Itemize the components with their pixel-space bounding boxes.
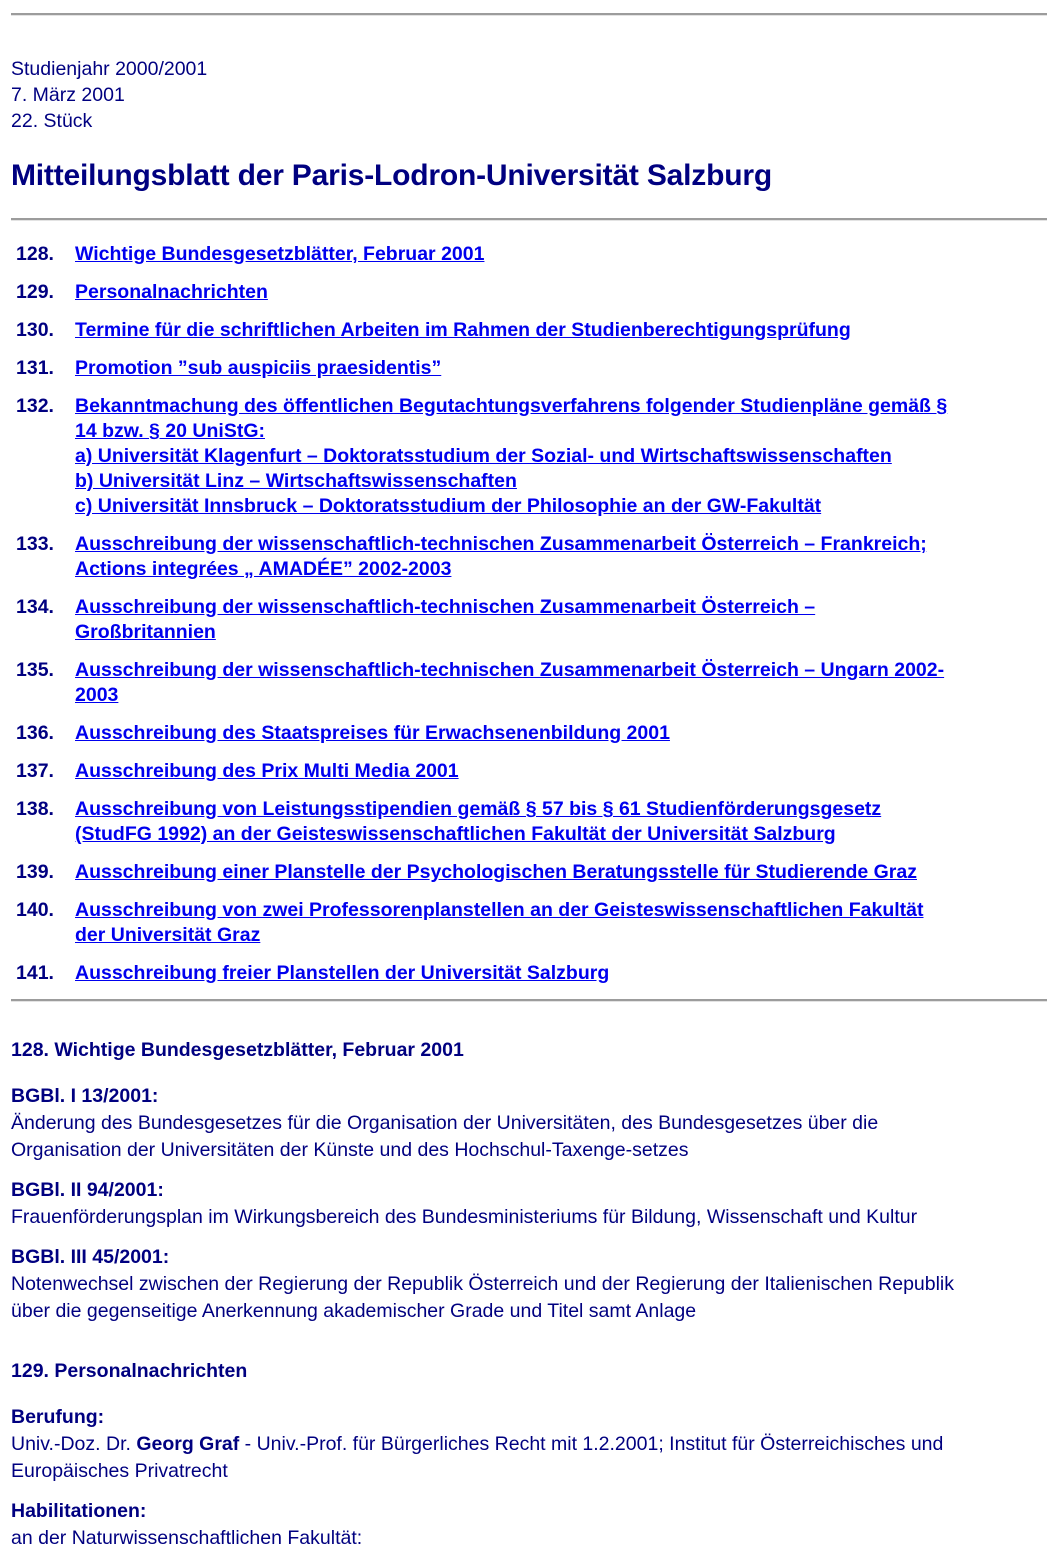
toc-item-number: 129. xyxy=(16,281,54,303)
toc-item xyxy=(11,242,1047,267)
body-line: Notenwechsel zwischen der Regierung der Republik Österreich und der Regierung der Italienischen Republik xyxy=(11,1273,955,1295)
toc-item-link[interactable]: Termine für die schriftlichen Arbeiten im Rahmen der Studienberechtigungsprüfung xyxy=(75,319,851,341)
person-name: Georg Graf xyxy=(136,1433,240,1455)
toc-item-link[interactable]: Bekanntmachung des öffentlichen Begutachtungsverfahrens folgender Studienpläne gemäß § 14 bzw. § 20 UniStG: a) Universität Klagenfurt – Doktoratsstudium der Sozial- und Wirtschaftswissenschaften b) Universität Linz – Wirtschaftswissenschaften c) Universität Innsbruck – Doktoratsstudium der Philosophie an der GW-Fakultät xyxy=(75,395,948,517)
toc-item-text xyxy=(75,356,1047,381)
text-block xyxy=(11,1404,1047,1485)
toc-item xyxy=(11,532,1047,582)
toc-item-text xyxy=(75,394,1047,519)
top-divider xyxy=(11,13,1047,16)
toc-item xyxy=(11,318,1047,343)
toc-item-link[interactable]: Ausschreibung der wissenschaftlich-technischen Zusammenarbeit Österreich – Frankreich; Actions integrées „ AMADÉE” 2002-2003 xyxy=(75,533,927,580)
toc-item-link[interactable]: Ausschreibung einer Planstelle der Psychologischen Beratungsstelle für Studierende Graz xyxy=(75,861,917,883)
issue-date: 7. März 2001 xyxy=(11,84,125,106)
toc-item-link[interactable]: Ausschreibung des Prix Multi Media 2001 xyxy=(75,760,459,782)
toc-item-text xyxy=(75,532,1047,582)
toc-item xyxy=(11,280,1047,305)
toc-item xyxy=(11,759,1047,784)
block-label: Habilitationen: xyxy=(11,1500,147,1522)
title-divider xyxy=(11,218,1047,221)
toc-item xyxy=(11,797,1047,847)
body-line: Europäisches Privatrecht xyxy=(11,1460,228,1482)
toc-item-text xyxy=(75,898,1047,948)
text-block xyxy=(11,1244,1047,1325)
toc-item-link[interactable]: Personalnachrichten xyxy=(75,281,268,303)
toc-item-text xyxy=(75,860,1047,885)
toc-item xyxy=(11,898,1047,948)
body-line: Frauenförderungsplan im Wirkungsbereich des Bundesministeriums für Bildung, Wissenschaft und Kultur xyxy=(11,1206,918,1228)
toc-item-number: 128. xyxy=(16,243,54,265)
toc-item xyxy=(11,356,1047,381)
page-title: Mitteilungsblatt der Paris-Lodron-Universität Salzburg xyxy=(11,159,772,192)
block-label: Berufung: xyxy=(11,1406,105,1428)
sections xyxy=(11,1038,1047,1552)
toc-item-number: 141. xyxy=(16,962,54,984)
body-line: Änderung des Bundesgesetzes für die Organisation der Universitäten, des Bundesgesetzes über die xyxy=(11,1112,879,1134)
study-year: Studienjahr 2000/2001 xyxy=(11,58,208,80)
toc-item xyxy=(11,595,1047,645)
toc-item-number: 139. xyxy=(16,861,54,883)
toc-list xyxy=(11,242,1047,986)
toc-item-text xyxy=(75,961,1047,986)
block-label: BGBl. III 45/2001: xyxy=(11,1246,170,1268)
block-label: BGBl. I 13/2001: xyxy=(11,1085,159,1107)
toc-item-text xyxy=(75,242,1047,267)
body-line xyxy=(11,1431,1047,1458)
section-heading: 128. Wichtige Bundesgesetzblätter, Februar 2001 xyxy=(11,1039,464,1061)
toc-item-text xyxy=(75,595,1047,645)
text-segment: Univ.-Doz. Dr. xyxy=(11,1433,137,1455)
toc-item-link[interactable]: Ausschreibung freier Planstellen der Universität Salzburg xyxy=(75,962,610,984)
toc-item-text xyxy=(75,759,1047,784)
text-block xyxy=(11,1498,1047,1552)
toc-item-link[interactable]: Ausschreibung der wissenschaftlich-technischen Zusammenarbeit Österreich – Ungarn 2002- 2003 xyxy=(75,659,945,706)
toc-item xyxy=(11,961,1047,986)
text-segment: - Univ.-Prof. für Bürgerliches Recht mit 1.2.2001; Institut für Österreichisches und xyxy=(239,1433,944,1455)
masthead xyxy=(11,56,1047,134)
toc-item-text xyxy=(75,658,1047,708)
toc-item xyxy=(11,860,1047,885)
toc-item-number: 140. xyxy=(16,899,54,921)
toc-divider xyxy=(11,999,1047,1002)
body-line: an der Naturwissenschaftlichen Fakultät: xyxy=(11,1527,363,1549)
body-line: Organisation der Universitäten der Künste und des Hochschul-Taxenge-setzes xyxy=(11,1139,689,1161)
toc-item-number: 138. xyxy=(16,798,54,820)
section-129 xyxy=(11,1359,1047,1552)
toc-item-link[interactable]: Ausschreibung des Staatspreises für Erwachsenenbildung 2001 xyxy=(75,722,670,744)
toc-item xyxy=(11,721,1047,746)
toc-item-text xyxy=(75,721,1047,746)
toc-item-number: 130. xyxy=(16,319,54,341)
toc-item-link[interactable]: Ausschreibung der wissenschaftlich-technischen Zusammenarbeit Österreich – Großbritannien xyxy=(75,596,816,643)
toc-item-number: 131. xyxy=(16,357,54,379)
toc-item-number: 133. xyxy=(16,533,54,555)
body-line: über die gegenseitige Anerkennung akademischer Grade und Titel samt Anlage xyxy=(11,1300,697,1322)
toc-item xyxy=(11,658,1047,708)
block-label: BGBl. II 94/2001: xyxy=(11,1179,164,1201)
toc-item-number: 135. xyxy=(16,659,54,681)
toc-item-number: 137. xyxy=(16,760,54,782)
toc-item-link[interactable]: Promotion ”sub auspiciis praesidentis” xyxy=(75,357,442,379)
toc-item-link[interactable]: Ausschreibung von Leistungsstipendien gemäß § 57 bis § 61 Studienförderungsgesetz (StudFG 1992) an der Geisteswissenschaftlichen Fakultät der Universität Salzburg xyxy=(75,798,882,845)
text-block xyxy=(11,1083,1047,1164)
section-128 xyxy=(11,1038,1047,1325)
issue-number: 22. Stück xyxy=(11,110,93,132)
text-block xyxy=(11,1177,1047,1231)
section-heading: 129. Personalnachrichten xyxy=(11,1360,248,1382)
toc-item-link[interactable]: Ausschreibung von zwei Professorenplanstellen an der Geisteswissenschaftlichen Fakultät der Universität Graz xyxy=(75,899,924,946)
toc-item-number: 132. xyxy=(16,395,54,417)
toc-item-text xyxy=(75,318,1047,343)
toc-item-number: 136. xyxy=(16,722,54,744)
toc-item-text xyxy=(75,280,1047,305)
toc-item xyxy=(11,394,1047,519)
toc-item-text xyxy=(75,797,1047,847)
toc-item-number: 134. xyxy=(16,596,54,618)
toc-item-link[interactable]: Wichtige Bundesgesetzblätter, Februar 2001 xyxy=(75,243,485,265)
